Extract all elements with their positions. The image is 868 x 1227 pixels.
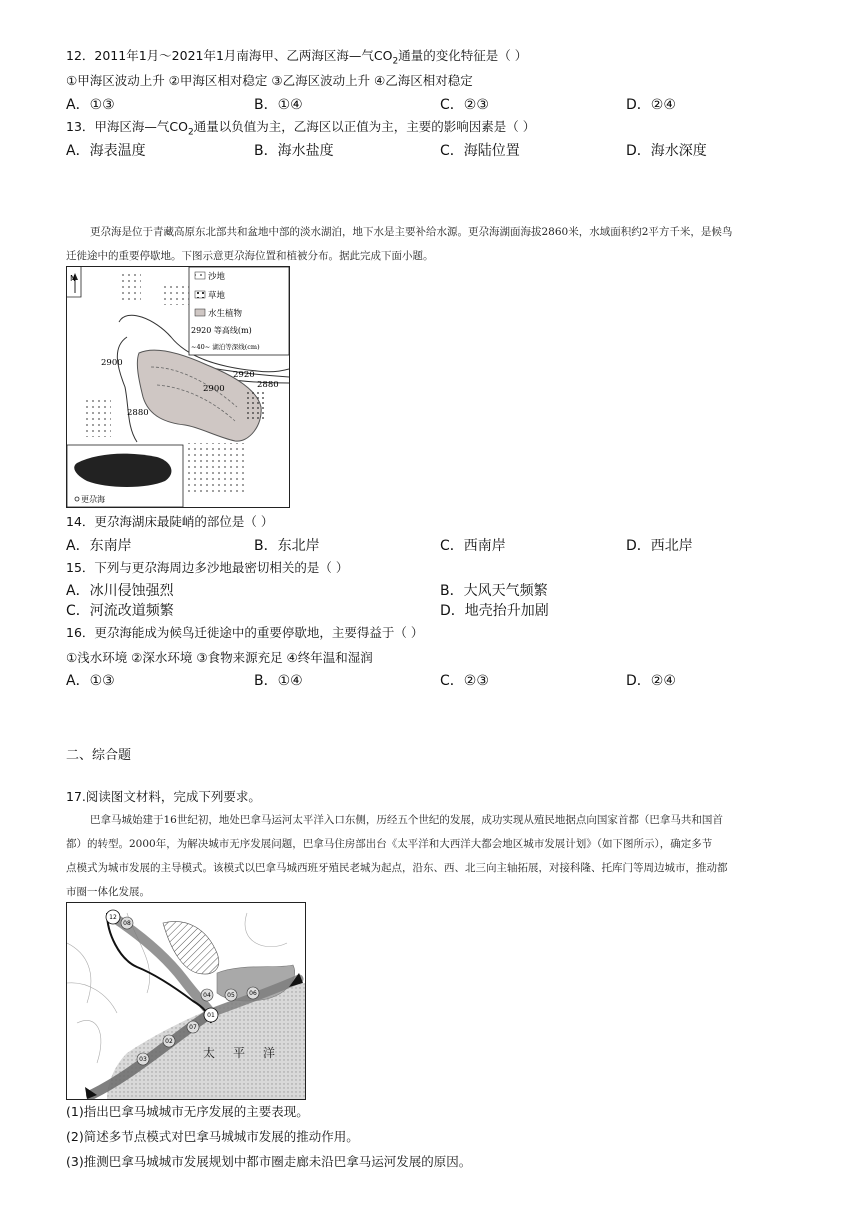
q16-option-d[interactable]: D．②④ [626,673,676,689]
q16-stem: 16．更尕海能成为候鸟迁徙途中的重要停歇地，主要得益于（ ） [66,625,424,640]
q17-para-line3: 点模式为城市发展的主导模式。该模式以巴拿马城西班牙殖民老城为起点，沿东、西、北三向主轴拓展，对接科隆、托库门等周边城市，推动都 [66,862,728,874]
q12-stem: 12．2011年1月～2021年1月南海甲、乙两海区海—气$CO_2$通量的变化特征是（ ） [66,48,528,67]
legend-grass: 草地 [208,291,226,301]
q16-option-a[interactable]: A．①③ [66,673,115,689]
legend-sand-swatch [195,272,205,279]
q12-option-b[interactable]: B．①④ [254,97,303,113]
q14-option-d[interactable]: D．西北岸 [626,538,693,554]
node-label: 08 [123,920,131,927]
lake-aquatic-plants [137,350,261,441]
q12-items: ①甲海区波动上升 ②甲海区相对稳定 ③乙海区波动上升 ④乙海区相对稳定 [66,73,473,88]
panama-city-map-svg [67,903,305,1099]
q13-option-d[interactable]: D．海水深度 [626,143,707,159]
ocean-char: 太 [203,1046,216,1060]
node-label: 05 [227,992,235,999]
gengga-lake-map-svg [67,267,289,507]
node-label: 03 [139,1056,147,1063]
ocean-label [203,1045,275,1060]
q14-option-c[interactable]: C．西南岸 [440,538,506,554]
q16-items: ①浅水环境 ②深水环境 ③食物来源充足 ④终年温和湿润 [66,650,373,665]
sand-patch [163,285,189,305]
section-title: 二、综合题 [66,748,132,763]
q14-option-a[interactable]: A．东南岸 [66,538,132,554]
q13-option-a[interactable]: A．海表温度 [66,143,146,159]
q15-option-c[interactable]: C．河流改道频繁 [66,603,174,619]
contour-label: 2900 [101,358,123,368]
q12-option-c[interactable]: C．②③ [440,97,489,113]
q17-para-line1: 巴拿马城始建于16世纪初，地处巴拿马运河太平洋入口东侧，历经五个世纪的发展，成功实现从殖民地据点向国家首都（巴拿马共和国首 [90,814,723,826]
legend-depth: ~40~ 湖泊等深线(cm) [191,343,260,351]
sand-patch [119,272,141,300]
q13-option-c[interactable]: C．海陆位置 [440,143,520,159]
node-label: 04 [203,992,211,999]
legend-aquatic-swatch [195,309,205,316]
node-label: 01 [207,1012,215,1019]
ocean-char: 洋 [263,1046,276,1060]
contour-label: 2880 [257,380,279,390]
grass-patch [247,389,265,419]
q17-sub-question-1: (1)指出巴拿马城城市无序发展的主要表现。 [66,1104,309,1119]
q17-stem: 17.阅读图文材料，完成下列要求。 [66,789,261,804]
sand-patch [85,397,111,437]
node-label: 06 [249,990,257,997]
north-label: N [70,274,76,283]
node-label: 02 [165,1038,173,1045]
q14-stem: 14．更尕海湖床最陡峭的部位是（ ） [66,514,274,529]
legend-contour: 2920 等高线(m) [191,326,252,335]
contour-line [117,337,137,442]
q15-stem: 15．下列与更尕海周边多沙地最密切相关的是（ ） [66,560,349,575]
q17-sub-question-3: (3)推测巴拿马城城市发展规划中都市圈走廊未沿巴拿马运河发展的原因。 [66,1154,472,1169]
q13-stem: 13．甲海区海—气$CO_2$通量以负值为主，乙海区以正值为主，主要的影响因素是（ ） [66,119,536,138]
sand-patch [187,443,247,493]
q15-option-d[interactable]: D．地壳抬升加剧 [440,603,549,619]
q14-option-b[interactable]: B．东北岸 [254,538,320,554]
q15-option-a[interactable]: A．冰川侵蚀强烈 [66,583,174,599]
legend-grass-swatch [195,291,205,298]
panama-city-map [66,902,306,1100]
q17-para-line4: 市圈一体化发展。 [66,886,150,898]
legend-sand: 沙地 [208,272,226,282]
q13-option-b[interactable]: B．海水盐度 [254,143,334,159]
q12-option-a[interactable]: A．①③ [66,97,115,113]
ocean-char: 平 [233,1046,246,1060]
q16-option-c[interactable]: C．②③ [440,673,489,689]
contour-label: 2880 [127,408,149,418]
node-label: 12 [109,914,117,921]
q16-option-b[interactable]: B．①④ [254,673,303,689]
contour-label: 2900 [203,384,225,394]
contour-label: 2920 [233,370,255,380]
node-label: 07 [189,1024,197,1031]
legend-aquatic: 水生植物 [208,309,243,319]
gengga-lake-map [66,266,290,508]
q17-sub-question-2: (2)简述多节点模式对巴拿马城城市发展的推动作用。 [66,1129,359,1144]
q17-para-line2: 都）的转型。2000年，为解决城市无序发展问题，巴拿马住房部出台《太平洋和大西洋大都会地区城市发展计划》（如下图所示），确定多节 [66,838,713,850]
passage1-line1: 更尕海是位于青藏高原东北部共和盆地中部的淡水湖泊，地下水是主要补给水源。更尕海湖面海拔2860米，水域面积约2平方千米，是候鸟 [90,226,733,238]
passage1-line2: 迁徙途中的重要停歇地。下图示意更尕海位置和植被分布。据此完成下面小题。 [66,250,434,262]
q12-option-d[interactable]: D．②④ [626,97,676,113]
inset-label: 更尕海 [81,495,105,504]
q15-option-b[interactable]: B．大风天气频繁 [440,583,548,599]
